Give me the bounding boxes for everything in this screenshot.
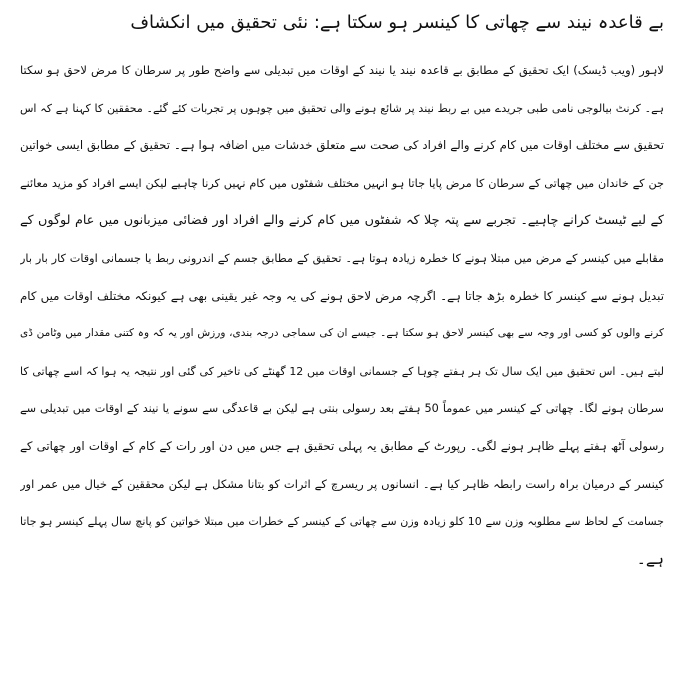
article-headline: بے قاعدہ نیند سے چھاتی کا کینسر ہو سکتا ہے: نئی تحقیق میں انکشاف xyxy=(130,12,664,33)
article-line-5: کے لیے ٹیسٹ کرانے چاہیے۔ تجربے سے پتہ چلا کہ شفٹوں میں کام کرنے والے افراد اور فضائی میزبانوں میں عام لوگوں کے xyxy=(20,213,664,229)
article-line-1: لاہور (ویب ڈیسک) ایک تحقیق کے مطابق بے قاعدہ نیند یا نیند کے اوقات میں تبدیلی سے واضح طور پر سرطان کا مرض لاحق ہو سکتا xyxy=(20,63,664,77)
article-line-8: کرنے والوں کو کسی اور وجہ سے بھی کینسر لاحق ہو سکتا ہے۔ جیسے ان کی سماجی درجہ بندی، ورزش اور یہ کہ وہ کتنی مقدار میں وٹامن ڈی xyxy=(20,327,664,340)
article-line-10: سرطان ہونے لگا۔ چھاتی کے کینسر میں عموماً 50 ہفتے بعد رسولی بنتی ہے لیکن بے قاعدگی سے سونے یا نیند کے اوقات میں تبدیلی سے xyxy=(20,402,664,416)
article-line-6: مقابلے میں کینسر کے مرض میں مبتلا ہونے کا خطرہ زیادہ ہوتا ہے۔ تحقیق کے مطابق جسم کے اندرونی ربط یا جسمانی اوقات کار بار بار xyxy=(20,251,664,265)
article-body xyxy=(20,52,664,578)
article-line-4: جن کے خاندان میں چھاتی کے سرطان کا مرض پایا جاتا ہو انہیں مختلف شفٹوں میں کام نہیں کرنا چاہیے لیکن ایسے افراد کو مزید معائنے xyxy=(20,176,664,190)
article-line-7: تبدیل ہونے سے کینسر کا خطرہ بڑھ جاتا ہے۔ اگرچہ مرض لاحق ہونے کی یہ وجہ غیر یقینی بھی ہے کیونکہ مختلف اوقات میں کام xyxy=(20,288,664,303)
article-line-12: کینسر کے درمیان براہ راست رابطہ ظاہر کیا ہے۔ انسانوں پر ریسرچ کے اثرات کو بتانا مشکل ہے لیکن محققین کے خیال میں عمر اور xyxy=(20,476,664,491)
article-line-9: لیتے ہیں۔ اس تحقیق میں ایک سال تک ہر ہفتے چوہا کے جسمانی اوقات میں 12 گھنٹے کی تاخیر کی گئی اور نتیجہ یہ ہوا کہ اسے چھاتی کا xyxy=(20,364,664,378)
article-line-2: ہے۔ کرنٹ بیالوجی نامی طبی جریدے میں بے ربط نیند پر شائع ہونے والی تحقیق میں چوہوں پر تجربات کئے گئے۔ محققین کا کہنا ہے کہ اس xyxy=(20,101,664,115)
article-line-14: ہے۔ xyxy=(636,549,664,568)
article-line-13: جسامت کے لحاظ سے مطلوبہ وزن سے 10 کلو زیادہ وزن سے چھاتی کے کینسر کے خطرات میں مبتلا خواتین کو پانچ سال پہلے کینسر ہو جاتا xyxy=(20,515,664,529)
news-article xyxy=(20,8,664,578)
article-line-3: تحقیق سے مختلف اوقات میں کام کرنے والے افراد کی صحت سے متعلق خدشات میں اضافہ ہوا ہے۔ تحقیق کے مطابق ایسی خواتین xyxy=(20,138,664,153)
article-line-11: رسولی آٹھ ہفتے پہلے ظاہر ہونے لگی۔ رپورٹ کے مطابق یہ پہلی تحقیق ہے جس میں دن اور رات کے کام کے اوقات اور چھاتی کے xyxy=(20,438,664,453)
